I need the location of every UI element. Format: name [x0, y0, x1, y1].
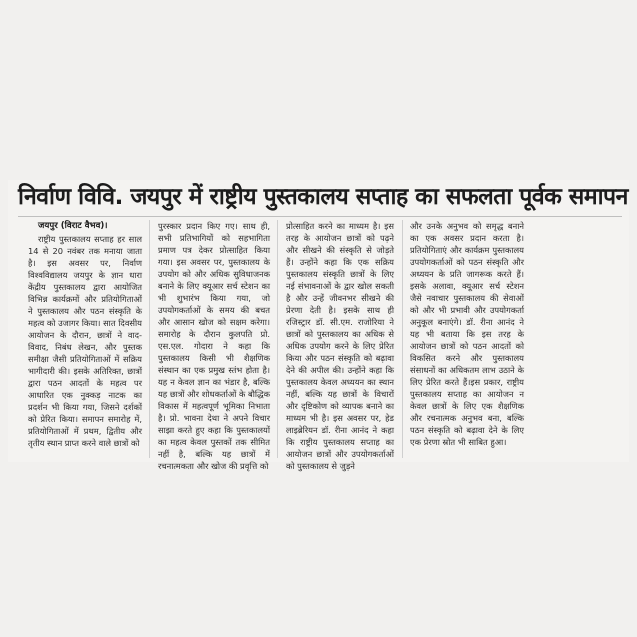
article-column-2 — [158, 220, 270, 472]
article-column-4 — [410, 220, 524, 448]
column-divider — [402, 220, 403, 458]
column-divider — [277, 220, 278, 458]
article-column-1 — [28, 220, 142, 449]
headline: निर्वाण विवि. जयपुर में राष्ट्रीय पुस्तकालय सप्ताह का सफलता पूर्वक समापन — [18, 184, 628, 210]
headline-divider — [18, 216, 622, 217]
column-1-text: राष्ट्रीय पुस्तकालय सप्ताह हर साल 14 से 20 नवंबर तक मनाया जाता है। इस अवसर पर, निर्वाण विश्वविद्यालय जयपुर के ज्ञान धारा केंद्रीय पुस्तकालय द्वारा आयोजित विभिन्न कार्यक्रमों और प्रतियोगिताओं ने पुस्तकालय और पठन संस्कृति के महत्व को उजागर किया। सात दिवसीय आयोजन के दौरान, छात्रों ने वाद-विवाद, निबंध लेखन, और पुस्तक समीक्षा जैसी प्रतियोगिताओं में सक्रिय भागीदारी की। इसके अतिरिक्त, छात्रों द्वारा पठन आदतों के महत्व पर आधारित एक नुक्कड़ नाटक का प्रदर्शन भी किया गया, जिसने दर्शकों को प्रेरित किया। समापन समारोह में, प्रतियोगिताओं में प्रथम, द्वितीय और तृतीय स्थान प्राप्त करने वाले छात्रों को — [28, 234, 142, 448]
column-3-text: प्रोत्साहित करने का माध्यम है। इस तरह के आयोजन छात्रों को पढ़ने और सीखने की संस्कृति से जोड़ते हैं। उन्होंने कहा कि एक सक्रिय पुस्तकालय संस्कृति छात्रों के लिए नई संभावनाओं के द्वार खोल सकती है और उन्हें जीवनभर सीखने की प्रेरणा देती है। इसके साथ ही रजिस्ट्रार डॉ. सी.एम. राजोरिया ने छात्रों को पुस्तकालय का अधिक से अधिक उपयोग करने के लिए प्रेरित किया और पठन संस्कृति को बढ़ावा देने की अपील की। उन्होंने कहा कि पुस्तकालय केवल अध्ययन का स्थान नहीं, बल्कि यह छात्रों के विचारों और दृष्टिकोण को व्यापक बनाने का माध्यम भी है। इस अवसर पर, हेड लाइब्रेरियन डॉ. रीना आनंद ने कहा कि राष्ट्रीय पुस्तकालय सप्ताह का आयोजन छात्रों और उपयोगकर्ताओं को पुस्तकालय से जुड़ने — [286, 221, 394, 471]
article-column-3 — [286, 220, 394, 472]
newspaper-clipping — [8, 180, 629, 471]
dateline: जयपुर (विराट वैभव)। — [38, 221, 108, 231]
column-4-text: और उनके अनुभव को समृद्ध बनाने का एक अवसर प्रदान करता है। प्रतियोगिताएं और कार्यक्रम पुस्तकालय उपयोगकर्ताओं को पठन संस्कृति और अध्ययन के प्रति जागरूक करते हैं। इसके अलावा, क्यूआर सर्च स्टेशन जैसे नवाचार पुस्तकालय की सेवाओं को और भी प्रभावी और उपयोगकर्ता अनुकूल बनाएंगे। डॉ. रीना आनंद ने यह भी बताया कि इस तरह के आयोजन छात्रों को पठन आदतों को विकसित करने और पुस्तकालय संसाधनों का अधिकतम लाभ उठाने के लिए प्रेरित करते हैं।इस प्रकार, राष्ट्रीय पुस्तकालय सप्ताह का आयोजन न केवल छात्रों के लिए एक शैक्षणिक और रचनात्मक अनुभव बना, बल्कि पठन संस्कृति को बढ़ावा देने के लिए एक प्रेरणा स्रोत भी साबित हुआ। — [410, 221, 524, 447]
column-divider — [149, 220, 150, 458]
column-2-text: पुरस्कार प्रदान किए गए। साथ ही, सभी प्रतिभागियों को सहभागिता प्रमाण पत्र देकर प्रोत्साहित किया गया। इस अवसर पर, पुस्तकालय के उपयोग को और अधिक सुविधाजनक बनाने के लिए क्यूआर सर्च स्टेशन का भी शुभारंभ किया गया, जो उपयोगकर्ताओं के समय की बचत और आसान खोज को सक्षम करेगा। समारोह के दौरान कुलपति प्रो. एस.एल. गोदारा ने कहा कि पुस्तकालय किसी भी शैक्षणिक संस्थान का एक प्रमुख स्तंभ होता है। यह न केवल ज्ञान का भंडार है, बल्कि यह छात्रों और शोधकर्ताओं के बौद्धिक विकास में महत्वपूर्ण भूमिका निभाता है। प्रो. भावना देथा ने अपने विचार साझा करते हुए कहा कि पुस्तकालयों का महत्व केवल पुस्तकों तक सीमित नहीं है, बल्कि यह छात्रों में रचनात्मकता और खोज की प्रवृत्ति को — [158, 221, 271, 471]
